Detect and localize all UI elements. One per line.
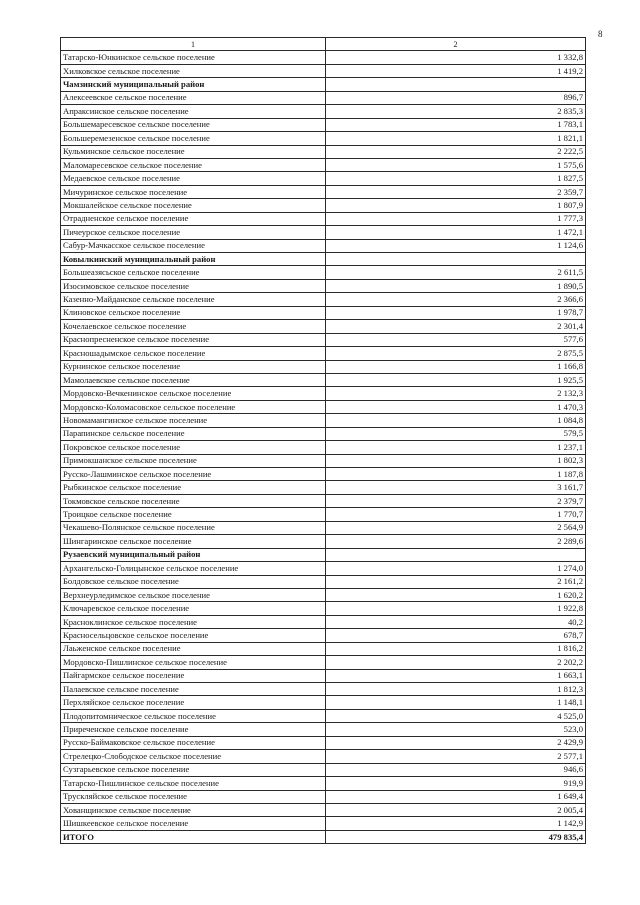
- settlement-row: [61, 172, 586, 185]
- amount: 4 525,0: [326, 709, 586, 722]
- settlement-name: Алексеевское сельское поселение: [61, 91, 326, 104]
- amount: [326, 78, 586, 91]
- settlement-row: [61, 441, 586, 454]
- settlement-name: Мордовско-Коломасовское сельское поселение: [61, 400, 326, 413]
- settlement-name: Клиновское сельское поселение: [61, 306, 326, 319]
- settlement-row: [61, 199, 586, 212]
- column-number-2: 2: [326, 38, 586, 51]
- amount: 1 925,5: [326, 373, 586, 386]
- settlement-name: Мокшалейское сельское поселение: [61, 199, 326, 212]
- settlement-row: [61, 373, 586, 386]
- settlement-row: [61, 293, 586, 306]
- settlement-name: Парапинское сельское поселение: [61, 427, 326, 440]
- amount: 946,6: [326, 763, 586, 776]
- settlement-name: Приреченское сельское поселение: [61, 723, 326, 736]
- amount: 919,9: [326, 777, 586, 790]
- settlement-row: [61, 320, 586, 333]
- settlement-name: Изосимовское сельское поселение: [61, 279, 326, 292]
- settlement-name: Ключаревское сельское поселение: [61, 602, 326, 615]
- settlement-name: Лаьженское сельское поселение: [61, 642, 326, 655]
- amount: 1 575,6: [326, 158, 586, 171]
- settlement-row: [61, 306, 586, 319]
- settlement-name: Маломаресевское сельское поселение: [61, 158, 326, 171]
- settlement-row: [61, 723, 586, 736]
- amount: 1 470,3: [326, 400, 586, 413]
- settlement-row: [61, 145, 586, 158]
- settlement-name: Шингаринское сельское поселение: [61, 535, 326, 548]
- settlement-row: [61, 118, 586, 131]
- settlement-name: Пичеурское сельское поселение: [61, 226, 326, 239]
- settlement-name: Казенно-Майданское сельское поселение: [61, 293, 326, 306]
- settlement-name: Сузгарьевское сельское поселение: [61, 763, 326, 776]
- settlement-name: Краснопресненское сельское поселение: [61, 333, 326, 346]
- amount: 2 379,7: [326, 494, 586, 507]
- amount: 1 816,2: [326, 642, 586, 655]
- settlement-name: Стрелецко-Слободское сельское поселение: [61, 750, 326, 763]
- settlement-name: Покровское сельское поселение: [61, 441, 326, 454]
- settlement-row: [61, 669, 586, 682]
- settlement-row: [61, 279, 586, 292]
- page-number: 8: [598, 29, 603, 39]
- settlement-row: [61, 629, 586, 642]
- total-amount: 479 835,4: [326, 830, 586, 843]
- settlement-row: [61, 427, 586, 440]
- settlement-name: Трускляйское сельское поселение: [61, 790, 326, 803]
- settlement-row: [61, 185, 586, 198]
- budget-table: [60, 37, 586, 844]
- settlement-row: [61, 347, 586, 360]
- settlement-row: [61, 212, 586, 225]
- settlement-row: [61, 736, 586, 749]
- settlement-name: Примокшанское сельское поселение: [61, 454, 326, 467]
- settlement-name: Сабур-Мачкасское сельское поселение: [61, 239, 326, 252]
- settlement-row: [61, 521, 586, 534]
- amount: 3 161,7: [326, 481, 586, 494]
- amount: 2 366,6: [326, 293, 586, 306]
- settlement-name: Мордовско-Вечкенинское сельское поселение: [61, 387, 326, 400]
- settlement-name: Кульминское сельское поселение: [61, 145, 326, 158]
- amount: 678,7: [326, 629, 586, 642]
- district-name: Рузаевский муниципальный район: [61, 548, 326, 561]
- settlement-row: [61, 602, 586, 615]
- settlement-row: [61, 51, 586, 64]
- amount: 1 084,8: [326, 414, 586, 427]
- settlement-name: Красношадымское сельское поселение: [61, 347, 326, 360]
- settlement-row: [61, 803, 586, 816]
- settlement-row: [61, 790, 586, 803]
- settlement-row: [61, 562, 586, 575]
- district-name: Чамзинский муниципальный район: [61, 78, 326, 91]
- settlement-name: Мичуринское сельское поселение: [61, 185, 326, 198]
- settlement-name: Мордовско-Пишлинское сельское поселение: [61, 656, 326, 669]
- settlement-name: Троицкое сельское поселение: [61, 508, 326, 521]
- amount: 1 187,8: [326, 468, 586, 481]
- amount: 2 564,9: [326, 521, 586, 534]
- settlement-name: Чекашево-Полянское сельское поселение: [61, 521, 326, 534]
- settlement-row: [61, 575, 586, 588]
- settlement-name: Медаевское сельское поселение: [61, 172, 326, 185]
- settlement-row: [61, 226, 586, 239]
- district-row: [61, 548, 586, 561]
- settlement-row: [61, 683, 586, 696]
- settlement-row: [61, 777, 586, 790]
- amount: 1 237,1: [326, 441, 586, 454]
- settlement-row: [61, 763, 586, 776]
- amount: 896,7: [326, 91, 586, 104]
- district-row: [61, 78, 586, 91]
- settlement-name: Шишкеевское сельское поселение: [61, 817, 326, 830]
- settlement-name: Русско-Баймаковское сельское поселение: [61, 736, 326, 749]
- amount: 1 922,8: [326, 602, 586, 615]
- settlement-row: [61, 588, 586, 601]
- settlement-row: [61, 105, 586, 118]
- amount: 40,2: [326, 615, 586, 628]
- amount: 2 359,7: [326, 185, 586, 198]
- amount: 1 890,5: [326, 279, 586, 292]
- settlement-name: Архангельско-Голицынское сельское поселение: [61, 562, 326, 575]
- settlement-name: Кочелаевское сельское поселение: [61, 320, 326, 333]
- amount: 1 807,9: [326, 199, 586, 212]
- amount: 1 332,8: [326, 51, 586, 64]
- amount: 1 978,7: [326, 306, 586, 319]
- settlement-name: Рыбкинское сельское поселение: [61, 481, 326, 494]
- settlement-name: Татарско-Пишлинское сельское поселение: [61, 777, 326, 790]
- settlement-name: Палаевское сельское поселение: [61, 683, 326, 696]
- settlement-name: Большеремезенское сельское поселение: [61, 132, 326, 145]
- settlement-row: [61, 454, 586, 467]
- settlement-row: [61, 64, 586, 77]
- amount: 577,6: [326, 333, 586, 346]
- amount: [326, 253, 586, 266]
- settlement-row: [61, 656, 586, 669]
- amount: 2 301,4: [326, 320, 586, 333]
- settlement-row: [61, 158, 586, 171]
- total-label: ИТОГО: [61, 830, 326, 843]
- amount: 2 005,4: [326, 803, 586, 816]
- settlement-row: [61, 709, 586, 722]
- amount: 1 472,1: [326, 226, 586, 239]
- settlement-name: Пайгармское сельское поселение: [61, 669, 326, 682]
- district-name: Ковылкинский муниципальный район: [61, 253, 326, 266]
- settlement-row: [61, 750, 586, 763]
- settlement-name: Курнинское сельское поселение: [61, 360, 326, 373]
- amount: [326, 548, 586, 561]
- amount: 2 429,9: [326, 736, 586, 749]
- amount: 1 148,1: [326, 696, 586, 709]
- amount: 2 577,1: [326, 750, 586, 763]
- amount: 523,0: [326, 723, 586, 736]
- amount: 2 222,5: [326, 145, 586, 158]
- amount: 1 620,2: [326, 588, 586, 601]
- amount: 1 142,9: [326, 817, 586, 830]
- settlement-name: Токмовское сельское поселение: [61, 494, 326, 507]
- amount: 2 132,3: [326, 387, 586, 400]
- budget-table-body: [61, 38, 586, 844]
- district-row: [61, 253, 586, 266]
- amount: 1 812,3: [326, 683, 586, 696]
- settlement-name: Большеазясьское сельское поселение: [61, 266, 326, 279]
- column-number-1: 1: [61, 38, 326, 51]
- settlement-row: [61, 400, 586, 413]
- amount: 1 274,0: [326, 562, 586, 575]
- amount: 1 783,1: [326, 118, 586, 131]
- settlement-name: Хилковское сельское поселение: [61, 64, 326, 77]
- settlement-row: [61, 508, 586, 521]
- settlement-row: [61, 494, 586, 507]
- settlement-name: Плодопитомническое сельское поселение: [61, 709, 326, 722]
- amount: 1 663,1: [326, 669, 586, 682]
- amount: 2 289,6: [326, 535, 586, 548]
- settlement-name: Болдовское сельское поселение: [61, 575, 326, 588]
- amount: 579,5: [326, 427, 586, 440]
- amount: 1 777,3: [326, 212, 586, 225]
- total-row: [61, 830, 586, 843]
- settlement-name: Новомамангинское сельское поселение: [61, 414, 326, 427]
- settlement-name: Перхляйское сельское поселение: [61, 696, 326, 709]
- settlement-row: [61, 91, 586, 104]
- amount: 1 770,7: [326, 508, 586, 521]
- settlement-name: Апраксинское сельское поселение: [61, 105, 326, 118]
- settlement-name: Красноклинское сельское поселение: [61, 615, 326, 628]
- settlement-row: [61, 239, 586, 252]
- settlement-row: [61, 266, 586, 279]
- amount: 1 124,6: [326, 239, 586, 252]
- settlement-name: Большемаресевское сельское поселение: [61, 118, 326, 131]
- settlement-name: Татарско-Юнкинское сельское поселение: [61, 51, 326, 64]
- settlement-name: Русско-Лашминское сельское поселение: [61, 468, 326, 481]
- amount: 1 419,2: [326, 64, 586, 77]
- settlement-row: [61, 481, 586, 494]
- amount: 2 875,5: [326, 347, 586, 360]
- settlement-name: Красносельцовское сельское поселение: [61, 629, 326, 642]
- amount: 1 166,8: [326, 360, 586, 373]
- settlement-name: Мамолаевское сельское поселение: [61, 373, 326, 386]
- settlement-name: Хованщинское сельское поселение: [61, 803, 326, 816]
- column-number-row: [61, 38, 586, 51]
- amount: 2 202,2: [326, 656, 586, 669]
- amount: 2 161,2: [326, 575, 586, 588]
- settlement-name: Отрадненское сельское поселение: [61, 212, 326, 225]
- settlement-row: [61, 333, 586, 346]
- amount: 2 835,3: [326, 105, 586, 118]
- amount: 1 827,5: [326, 172, 586, 185]
- settlement-row: [61, 468, 586, 481]
- settlement-name: Верхнеурледимское сельское поселение: [61, 588, 326, 601]
- settlement-row: [61, 387, 586, 400]
- settlement-row: [61, 535, 586, 548]
- settlement-row: [61, 360, 586, 373]
- settlement-row: [61, 696, 586, 709]
- settlement-row: [61, 642, 586, 655]
- settlement-row: [61, 615, 586, 628]
- amount: 1 649,4: [326, 790, 586, 803]
- amount: 1 802,3: [326, 454, 586, 467]
- amount: 1 821,1: [326, 132, 586, 145]
- settlement-row: [61, 414, 586, 427]
- settlement-row: [61, 817, 586, 830]
- settlement-row: [61, 132, 586, 145]
- amount: 2 611,5: [326, 266, 586, 279]
